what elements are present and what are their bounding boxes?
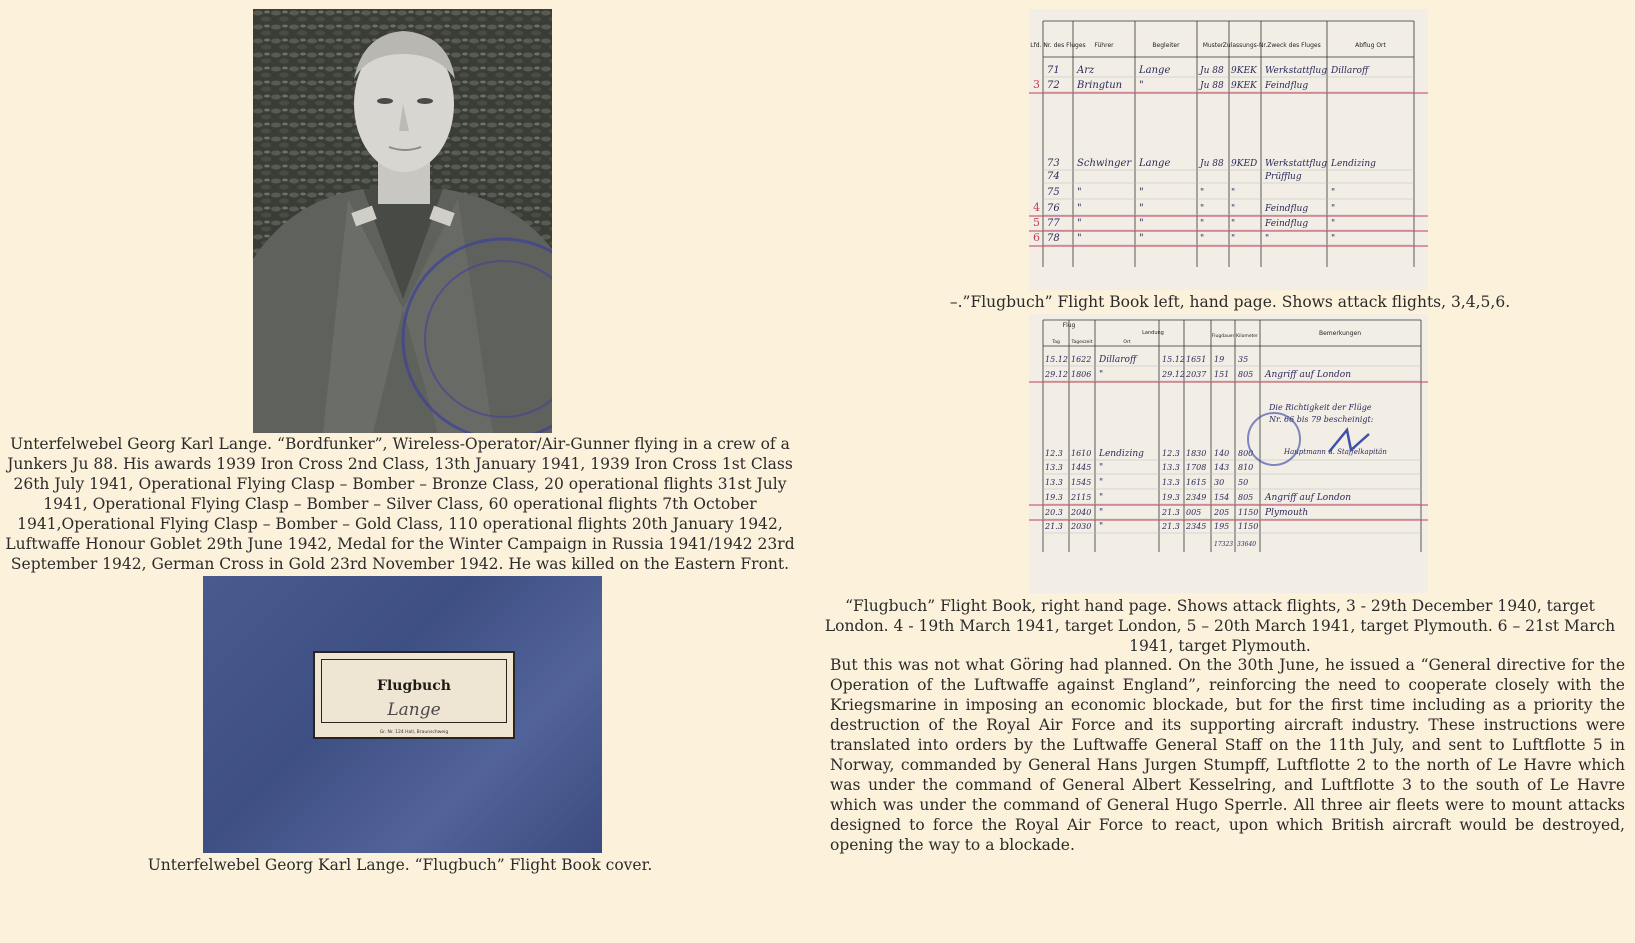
departure-place: Lendizing	[1331, 159, 1376, 169]
right-page-caption: “Flugbuch” Flight Book, right hand page. Shows attack flights, 3 - 29th December 1940, target London. 4 - 19th March 1941, target London, 5 – 20th March 1941, target Plymouth. 6 – 21st March 1941, target Plymouth.	[824, 597, 1616, 655]
flight-duration: 143	[1214, 463, 1230, 472]
aircraft-type: "	[1200, 234, 1205, 244]
flight-book-cover-photo	[203, 576, 602, 853]
aircraft-type: Ju 88	[1200, 81, 1224, 91]
departure-place: Dillaroff	[1331, 66, 1369, 76]
landing-place: Dillaroff	[1099, 355, 1137, 365]
pilot-name: Arz	[1077, 65, 1095, 76]
kilometers: 805	[1238, 493, 1254, 502]
departure-place: "	[1331, 219, 1336, 229]
takeoff-day: 21.3	[1045, 522, 1063, 531]
aircraft-registration: 9KEK	[1231, 81, 1257, 91]
left-page-caption: –.”Flugbuch” Flight Book left, hand page. Shows attack flights, 3,4,5,6.	[949, 293, 1511, 311]
aircraft-registration: 9KED	[1231, 159, 1258, 169]
attack-flight-number: 6	[1033, 231, 1040, 244]
kilometers: 800	[1238, 449, 1254, 458]
companion-name: "	[1139, 80, 1144, 91]
flight-purpose: Feindflug	[1265, 219, 1309, 229]
landing-time: 2345	[1186, 522, 1207, 531]
pilot-name: "	[1077, 203, 1082, 214]
takeoff-time: 1806	[1071, 370, 1092, 379]
takeoff-day: 19.3	[1045, 493, 1063, 502]
landing-place: "	[1099, 463, 1104, 473]
flight-number: 72	[1047, 80, 1060, 91]
kilometers: 810	[1238, 463, 1254, 472]
cover-caption: Unterfelwebel Georg Karl Lange. “Flugbuch” Flight Book cover.	[147, 856, 653, 874]
companion-name: Lange	[1139, 65, 1171, 76]
landing-place: "	[1099, 478, 1104, 488]
flight-number: 73	[1047, 158, 1060, 169]
flight-book-left-page	[1029, 9, 1428, 290]
landing-time: 2037	[1186, 370, 1207, 379]
takeoff-time: 2030	[1071, 522, 1092, 531]
body-text-paragraph: But this was not what Göring had planned. On the 30th June, he issued a “General directive for the Operation of the Luftwaffe against England”, reinforcing the need to cooperate closely with the Kriegsmarine in imposing an economic blockade, but for the first time including as a priority the destruction of the Royal Air Force and its supporting aircraft industry. These instructions were translated into orders by the Luftwaffe General Staff on the 11th July, and sent to Luftflotte 5 in Norway, commanded by General Hans Jurgen Stumpff, Luftflotte 2 to the north of Le Havre which was under the command of General Albert Kesselring, and Luftflotte 3 to the south of Le Havre which was under the command of General Hugo Sperrle. All three air fleets were to mount attacks designed to force the Royal Air Force to react, upon which British aircraft would be destroyed, opening the way to a blockade.	[830, 656, 1625, 854]
companion-name: Lange	[1139, 158, 1171, 169]
flight-purpose: Feindflug	[1265, 81, 1309, 91]
landing-day: 12.3	[1162, 449, 1180, 458]
landing-place: "	[1099, 522, 1104, 532]
landing-day: 21.3	[1162, 522, 1180, 531]
flight-duration: 19	[1214, 355, 1225, 364]
flight-purpose: "	[1265, 234, 1270, 244]
takeoff-day: 12.3	[1045, 449, 1063, 458]
flight-number: 75	[1047, 187, 1060, 198]
landing-place: Lendizing	[1099, 449, 1144, 459]
flight-number: 74	[1047, 171, 1060, 182]
pilot-name: "	[1077, 233, 1082, 244]
right-page-header: Flug	[1062, 322, 1076, 329]
flight-purpose: Prüfflug	[1265, 172, 1302, 182]
landing-day: 21.3	[1162, 508, 1180, 517]
aircraft-type: "	[1200, 219, 1205, 229]
landing-place: "	[1099, 493, 1104, 503]
right-page-header: Bemerkungen	[1318, 330, 1362, 337]
right-page-header: Tag	[1052, 340, 1060, 345]
landing-day: 15.12	[1162, 355, 1185, 364]
left-page-header: Muster	[1202, 42, 1224, 49]
left-page-header: Zweck des Fluges	[1267, 42, 1321, 49]
flight-duration: 30	[1214, 478, 1225, 487]
landing-place: "	[1099, 508, 1104, 518]
landing-day: 13.3	[1162, 463, 1180, 472]
flight-number: 78	[1047, 233, 1060, 244]
flight-purpose: Werkstattflug	[1265, 66, 1327, 76]
departure-place: "	[1331, 188, 1336, 198]
companion-name: "	[1139, 187, 1144, 198]
kilometers: 1150	[1238, 522, 1259, 531]
companion-name: "	[1139, 203, 1144, 214]
flight-duration: 195	[1214, 522, 1230, 531]
companion-name: "	[1139, 233, 1144, 244]
flight-purpose: Feindflug	[1265, 204, 1309, 214]
pilot-name: "	[1077, 218, 1082, 229]
right-page-header: Tageszeit	[1071, 340, 1093, 345]
flight-purpose: Werkstattflug	[1265, 159, 1327, 169]
takeoff-day: 29.12	[1045, 370, 1068, 379]
kilometers: 1150	[1238, 508, 1259, 517]
flight-number: 76	[1047, 203, 1060, 214]
pilot-name: Bringtun	[1077, 80, 1123, 91]
landing-time: 1708	[1186, 463, 1207, 472]
flight-duration: 154	[1214, 493, 1230, 502]
takeoff-time: 2115	[1071, 493, 1092, 502]
right-page-header: Flugdauer	[1211, 334, 1235, 339]
takeoff-time: 1610	[1071, 449, 1092, 458]
landing-time: 1830	[1186, 449, 1207, 458]
landing-day: 29.12	[1162, 370, 1185, 379]
takeoff-day: 15.12	[1045, 355, 1068, 364]
aircraft-registration: "	[1231, 234, 1236, 244]
companion-name: "	[1139, 218, 1144, 229]
total-duration: 17323	[1214, 541, 1234, 548]
left-page-header: Zulassungs-Nr.	[1222, 42, 1268, 49]
flight-duration: 140	[1214, 449, 1230, 458]
certification-line: Nr. 66 bis 79 bescheinigt:	[1269, 415, 1374, 424]
takeoff-day: 13.3	[1045, 463, 1063, 472]
flight-duration: 151	[1214, 370, 1230, 379]
aircraft-registration: 9KEK	[1231, 66, 1257, 76]
landing-day: 13.3	[1162, 478, 1180, 487]
departure-place: "	[1331, 204, 1336, 214]
flight-book-right-page	[1029, 314, 1428, 593]
cover-label-name: Lange	[387, 700, 441, 720]
flight-number: 71	[1047, 65, 1060, 76]
certification-line: Die Richtigkeit der Flüge	[1269, 403, 1372, 412]
aircraft-type: Ju 88	[1200, 159, 1224, 169]
takeoff-time: 1545	[1071, 478, 1092, 487]
aircraft-registration: "	[1231, 188, 1236, 198]
takeoff-day: 20.3	[1045, 508, 1063, 517]
right-page-header: Landung	[1142, 330, 1164, 336]
remark: Plymouth	[1265, 508, 1309, 518]
kilometers: 35	[1238, 355, 1249, 364]
pilot-name: Schwinger	[1077, 158, 1132, 169]
cover-label-title: Flugbuch	[377, 678, 451, 694]
flight-number: 77	[1047, 218, 1060, 229]
landing-day: 19.3	[1162, 493, 1180, 502]
right-page-header: Kilometer	[1236, 334, 1258, 339]
aircraft-registration: "	[1231, 204, 1236, 214]
departure-place: "	[1331, 234, 1336, 244]
remark: Angriff auf London	[1265, 493, 1351, 503]
cover-label	[313, 651, 515, 739]
remark: Angriff auf London	[1265, 370, 1351, 380]
attack-flight-number: 3	[1033, 78, 1040, 91]
attack-flight-number: 4	[1033, 201, 1040, 214]
cover-label-small-print: Gr. Nr. 124 Hall, Braunschweig	[379, 730, 449, 735]
kilometers: 50	[1238, 478, 1249, 487]
signature-title: Hauptmann u. Staffelkapitän	[1284, 448, 1387, 456]
landing-time: 1651	[1186, 355, 1207, 364]
aircraft-type: "	[1200, 188, 1205, 198]
takeoff-day: 13.3	[1045, 478, 1063, 487]
landing-time: 1615	[1186, 478, 1207, 487]
portrait-caption: Unterfelwebel Georg Karl Lange. “Bordfunker”, Wireless-Operator/Air-Gunner flying in a crew of a Junkers Ju 88. His awards 1939 Iron Cross 2nd Class, 13th January 1941, 1939 Iron Cross 1st Class 26th July 1941, Operational Flying Clasp – Bomber – Bronze Class, 20 operational flights 31st July 1941, Operational Flying Clasp – Bomber – Silver Class, 60 operational flights 7th October 1941,Operational Flying Clasp – Bomber – Gold Class, 110 operational flights 20th January 1942, Luftwaffe Honour Goblet 29th June 1942, Medal for the Winter Campaign in Russia 1941/1942 23rd September 1942, German Cross in Gold 23rd November 1942. He was killed on the Eastern Front.	[5, 435, 795, 573]
aircraft-registration: "	[1231, 219, 1236, 229]
left-page-header: Lfd. Nr. des Fluges	[1030, 42, 1086, 49]
flight-duration: 205	[1214, 508, 1230, 517]
left-page-header: Führer	[1094, 42, 1114, 49]
total-kilometers: 33640	[1237, 541, 1257, 548]
takeoff-time: 2040	[1071, 508, 1092, 517]
landing-time: 005	[1186, 508, 1202, 517]
pilot-name: "	[1077, 187, 1082, 198]
landing-place: "	[1099, 370, 1104, 380]
left-page-header: Abflug Ort	[1355, 42, 1386, 49]
takeoff-time: 1445	[1071, 463, 1092, 472]
right-page-header: Ort	[1123, 340, 1131, 345]
takeoff-time: 1622	[1071, 355, 1092, 364]
attack-flight-number: 5	[1033, 216, 1040, 229]
portrait-photo	[253, 9, 552, 433]
aircraft-type: "	[1200, 204, 1205, 214]
kilometers: 805	[1238, 370, 1254, 379]
aircraft-type: Ju 88	[1200, 66, 1224, 76]
left-page-header: Begleiter	[1152, 42, 1180, 49]
landing-time: 2349	[1186, 493, 1207, 502]
